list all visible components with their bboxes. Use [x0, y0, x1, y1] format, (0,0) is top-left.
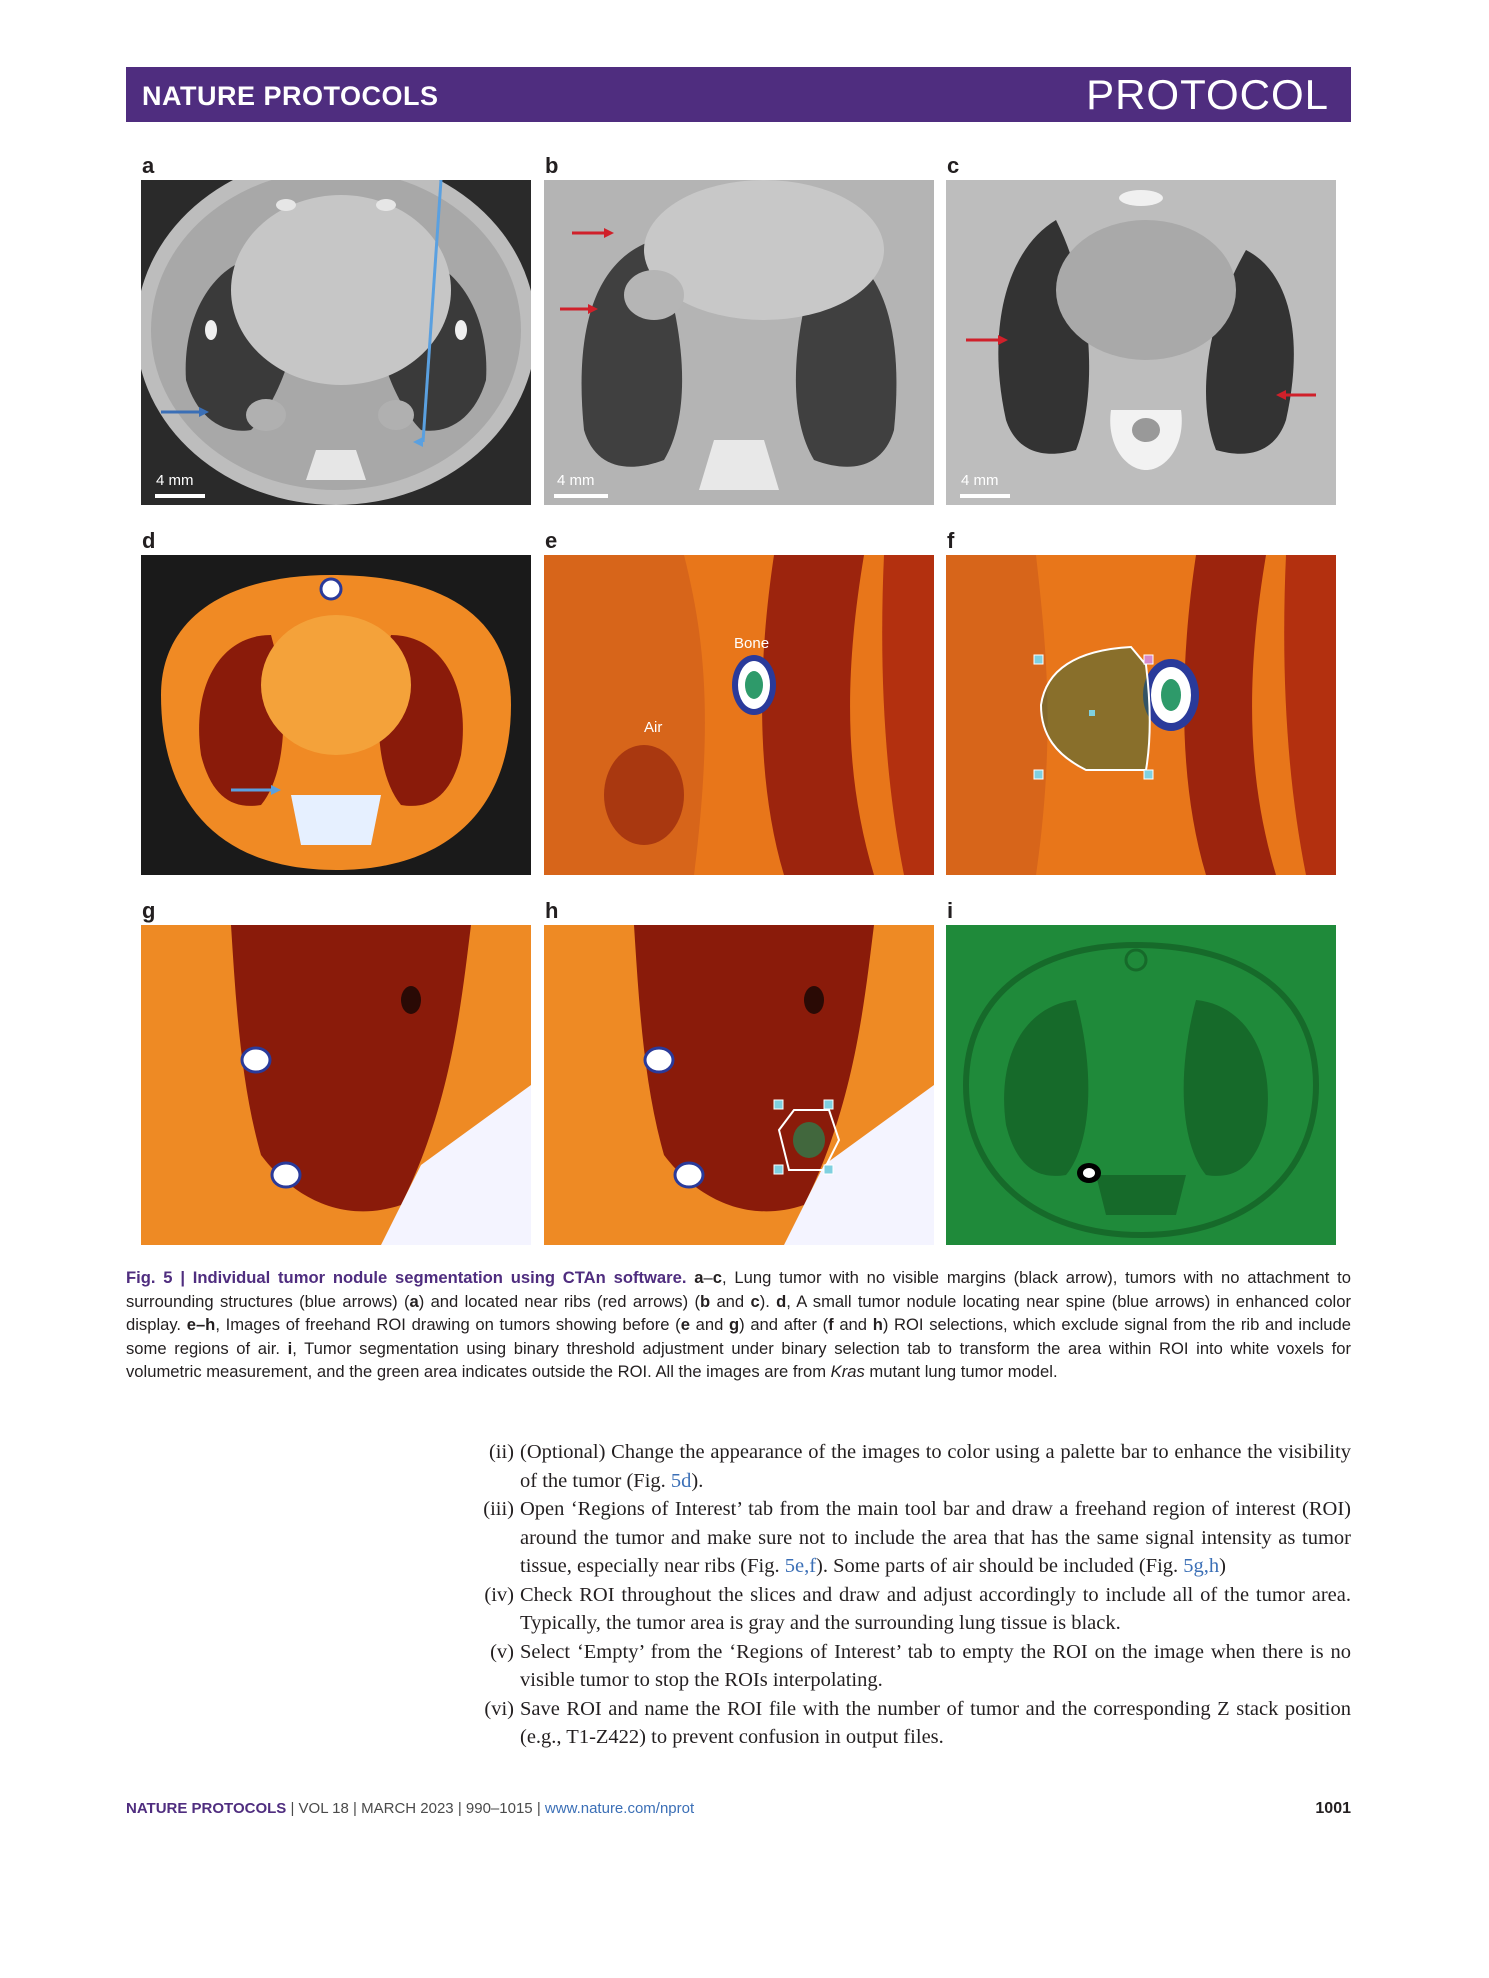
list-item: (iv) Check ROI throughout the slices and draw and adjust accordingly to include all of the tumor area. Typically, the tumor area is gray and the surrounding lung tissue is black. — [470, 1581, 1351, 1638]
scalebar-label-a: 4 mm — [156, 472, 194, 489]
panel-letter-g: g — [142, 898, 156, 923]
list-item: (v) Select ‘Empty’ from the ‘Regions of Interest’ tab to empty the ROI on the image when there is no visible tumor to stop the ROIs interpolating. — [470, 1638, 1351, 1695]
list-item: (iii) Open ‘Regions of Interest’ tab from the main tool bar and draw a freehand region of interest (ROI) around the tumor and make sure not to include the area that has the same signal intensity as tumor tissue, especially near ribs (Fig. 5e,f). Some parts of air should be included (Fig. 5g,h) — [470, 1495, 1351, 1581]
label-air: Air — [644, 719, 663, 736]
panel-letter-h: h — [545, 898, 559, 923]
panel-c-ct-image — [946, 180, 1336, 505]
footer-volume: VOL 18 — [298, 1800, 349, 1817]
page-header — [126, 67, 1351, 122]
journal-name: NATURE PROTOCOLS — [142, 81, 439, 111]
panel-letter-d: d — [142, 528, 156, 553]
panel-h-roi-after — [544, 925, 934, 1245]
panel-f-roi-after — [946, 555, 1336, 875]
footer-journal: NATURE PROTOCOLS — [126, 1800, 287, 1817]
figure-link[interactable]: 5d — [670, 1469, 692, 1492]
step-number: (ii) — [488, 1441, 514, 1463]
panel-i-segmentation — [946, 925, 1336, 1245]
panel-letter-i: i — [947, 898, 954, 923]
label-bone: Bone — [734, 635, 770, 652]
panel-letter-e: e — [545, 528, 558, 553]
footer-date: MARCH 2023 — [361, 1800, 454, 1817]
figure-caption: Fig. 5 | Individual tumor nodule segmentation using CTAn software. a–c, Lung tumor with no visible margins (black arrow), tumors with no attachment to surrounding structures (blue arrows) (a) and located near ribs (red arrows) (b and c). d, A small tumor nodule locating near spine (blue arrows) in enhanced color display. e–h, Images of freehand ROI drawing on tumors showing before (e and g) and after (f and h) ROI selections, which exclude signal from the rib and include some regions of air. i, Tumor segmentation using binary threshold adjustment under binary selection tab to transform the area within ROI into white voxels for volumetric measurement, and the green area indicates outside the ROI. All the images are from Kras mutant lung tumor model. — [126, 1268, 1351, 1381]
panel-b-ct-image — [544, 180, 934, 505]
scalebar-label-b: 4 mm — [557, 472, 595, 489]
footer-pages: 990–1015 — [465, 1800, 533, 1817]
step-number: (vi) — [484, 1697, 514, 1720]
panel-g-roi-before — [141, 925, 531, 1245]
step-number: (iv) — [484, 1583, 514, 1606]
page-number: 1001 — [1315, 1800, 1351, 1817]
panel-letter-a: a — [142, 153, 155, 178]
caption-title: Fig. 5 | Individual tumor nodule segmentation using CTAn software. — [126, 1268, 687, 1287]
footer-url[interactable]: www.nature.com/nprot — [544, 1800, 695, 1817]
scalebar-label-c: 4 mm — [961, 472, 999, 489]
step-number: (v) — [490, 1640, 514, 1663]
step-number: (iii) — [483, 1498, 514, 1520]
panel-letter-f: f — [947, 528, 955, 553]
article-type: PROTOCOL — [1086, 71, 1329, 118]
panel-letter-b: b — [545, 153, 559, 178]
page-footer: NATURE PROTOCOLS | VOL 18 | MARCH 2023 | 990–1015 | www.nature.com/nprot 1001 — [126, 1800, 1351, 1817]
list-item: (ii) (Optional) Change the appearance of the images to color using a palette bar to enhance the visibility of the tumor (Fig. 5d). — [470, 1438, 1351, 1495]
panel-d-color-ct — [141, 555, 531, 875]
panel-letter-c: c — [947, 153, 960, 178]
procedure-steps — [470, 1438, 1351, 1752]
panel-a-ct-image — [141, 180, 531, 505]
panel-e-color-zoom — [544, 555, 934, 875]
figure-link[interactable]: 5e,f — [784, 1555, 817, 1577]
figure-link[interactable]: 5g,h — [1183, 1555, 1220, 1577]
list-item: (vi) Save ROI and name the ROI file with the number of tumor and the corresponding Z stack position (e.g., T1-Z422) to prevent confusion in output files. — [470, 1695, 1351, 1752]
